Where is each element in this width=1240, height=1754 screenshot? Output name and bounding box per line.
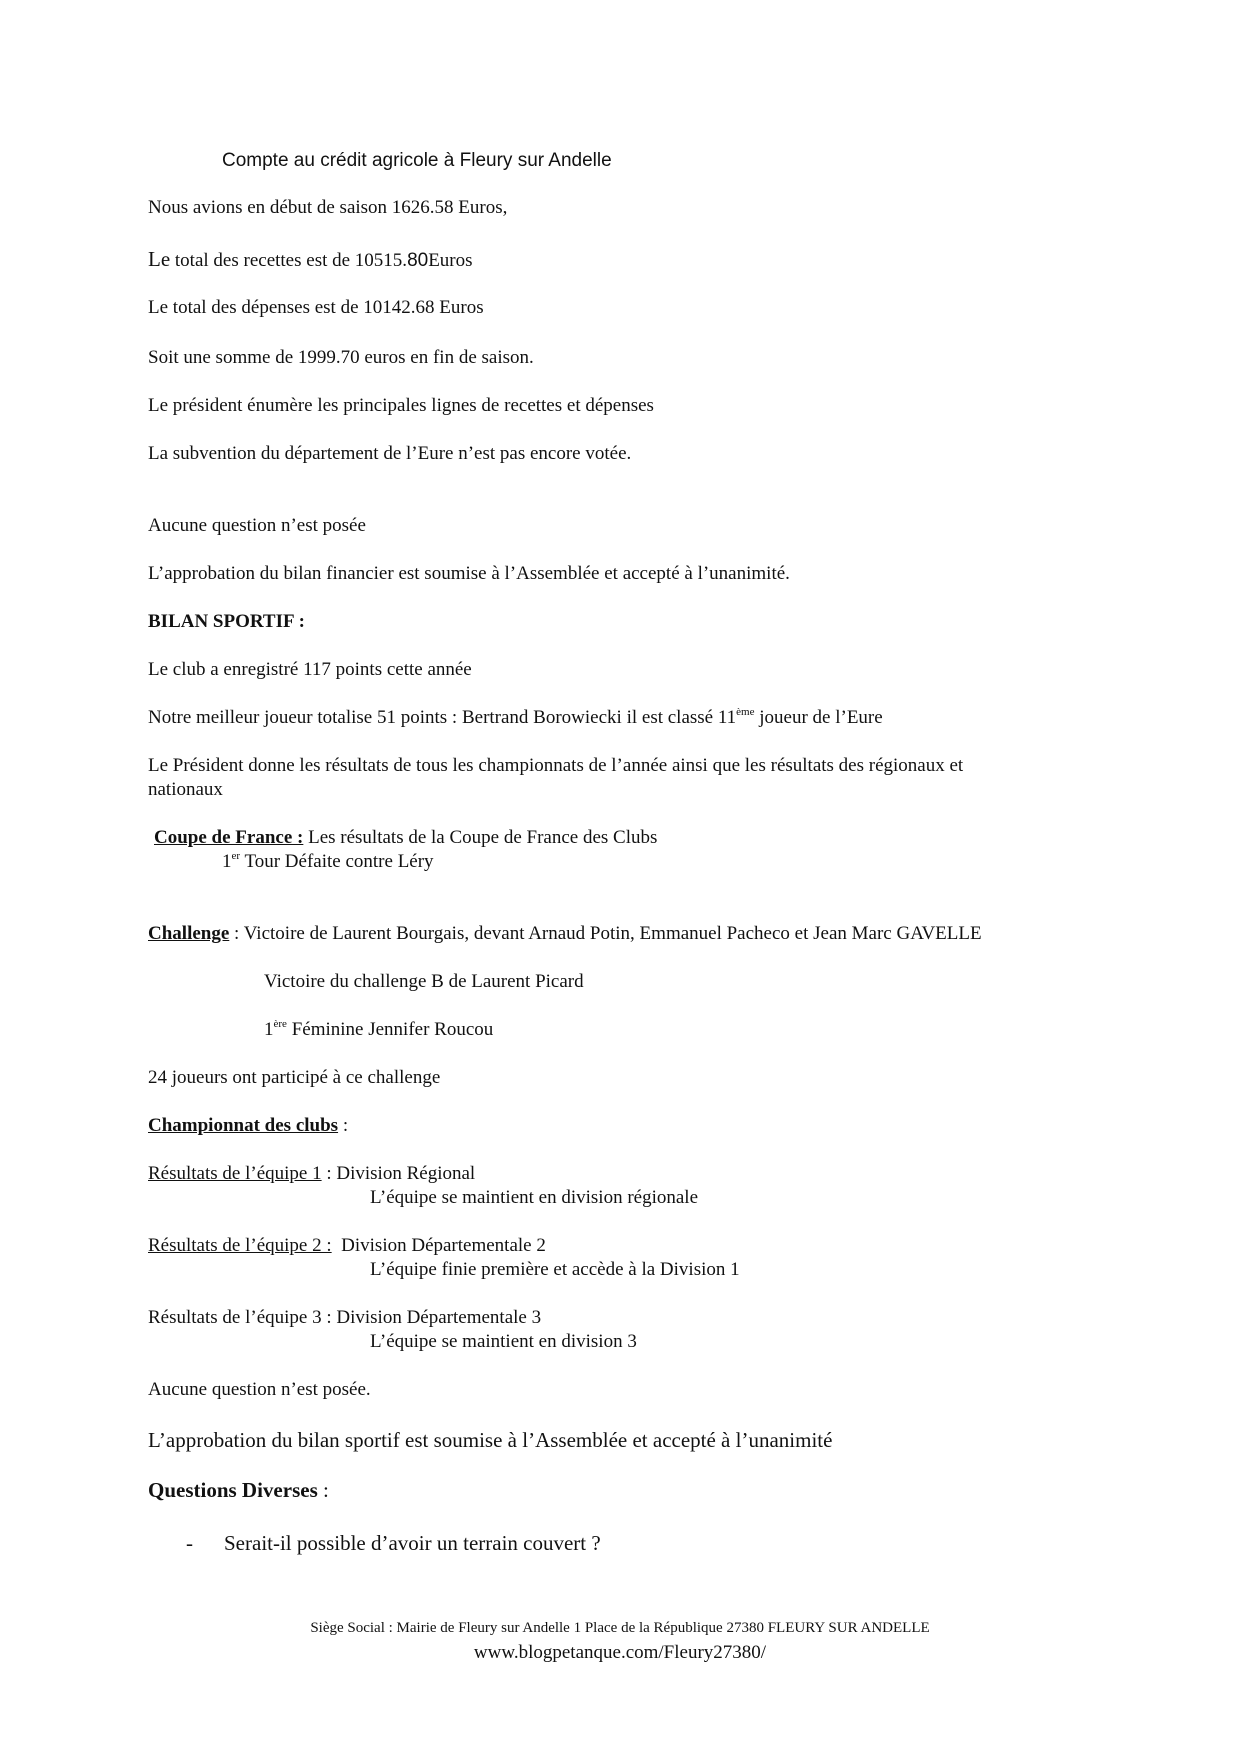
team2-line (148, 1235, 546, 1257)
coupe-text: Les résultats de la Coupe de France des Clubs (303, 827, 658, 848)
best-player-text: Notre meilleur joueur totalise 51 points : Bertrand Borowiecki il est classé 11 (148, 707, 737, 728)
finance-no-question: Aucune question n’est posée (148, 515, 366, 536)
challenge-b: Victoire du challenge B de Laurent Picard (264, 971, 584, 992)
team1-result: L’équipe se maintient en division régionale (370, 1187, 699, 1208)
finance-end-balance: Soit une somme de 1999.70 euros en fin de saison. (148, 347, 534, 368)
questions-heading: Questions Diverses (148, 1478, 318, 1502)
team1-label: Résultats de l’équipe 1 (148, 1163, 322, 1184)
sport-results-line1: Le Président donne les résultats de tous les championnats de l’année ainsi que les résultats des régionaux et (148, 755, 964, 776)
questions-colon: : (317, 1478, 329, 1502)
tour-text: Tour Défaite contre Léry (240, 851, 434, 872)
account-title: Compte au crédit agricole à Fleury sur Andelle (222, 150, 612, 171)
questions-heading-line (148, 1478, 329, 1503)
coupe-label: Coupe de France : (154, 827, 304, 848)
sport-best-player (148, 707, 883, 729)
finance-start-balance: Nous avions en début de saison 1626.58 Euros, (148, 197, 508, 218)
challenge-participants: 24 joueurs ont participé à ce challenge (148, 1067, 441, 1088)
best-player-rank-sup: ème (736, 706, 755, 718)
finance-approval: L’approbation du bilan financier est soumise à l’Assemblée et accepté à l’unanimité. (148, 563, 790, 584)
finance-lines-note: Le président énumère les principales lignes de recettes et dépenses (148, 395, 654, 416)
sport-no-question: Aucune question n’est posée. (148, 1379, 371, 1400)
coupe-tour (222, 851, 434, 873)
team2-result: L’équipe finie première et accède à la Division 1 (370, 1259, 740, 1280)
team3-result: L’équipe se maintient en division 3 (370, 1331, 637, 1352)
finance-receipts-mid: total des recettes est de 10515. (170, 250, 408, 271)
feminine-num: 1 (264, 1019, 274, 1040)
finance-receipts-num: 80 (407, 250, 429, 271)
best-player-tail: joueur de l’Eure (754, 707, 883, 728)
team3-line: Résultats de l’équipe 3 : Division Départementale 3 (148, 1307, 542, 1328)
challenge-text: : Victoire de Laurent Bourgais, devant Arnaud Potin, Emmanuel Pacheco et Jean Marc GAVELLE (229, 923, 982, 944)
feminine-sup: ère (273, 1018, 287, 1030)
question-dash: - (186, 1531, 193, 1555)
footer-url: www.blogpetanque.com/Fleury27380/ (473, 1642, 767, 1663)
sport-points: Le club a enregistré 117 points cette année (148, 659, 472, 680)
challenge-feminine (264, 1019, 493, 1041)
team1-line (148, 1163, 475, 1185)
team1-text: : Division Régional (321, 1163, 476, 1184)
finance-receipts-suffix: Euros (428, 250, 473, 271)
question-item-1: Serait-il possible d’avoir un terrain couvert ? (224, 1531, 601, 1555)
finance-total-expenses: Le total des dépenses est de 10142.68 Euros (148, 297, 484, 318)
sport-approval: L’approbation du bilan sportif est soumise à l’Assemblée et accepté à l’unanimité (148, 1428, 833, 1452)
team2-text: Division Départementale 2 (331, 1235, 546, 1256)
finance-total-receipts (148, 247, 473, 272)
sport-heading: BILAN SPORTIF : (148, 611, 305, 632)
clubs-heading (148, 1115, 348, 1137)
clubs-colon: : (338, 1115, 349, 1136)
challenge-label: Challenge (148, 923, 230, 944)
tour-sup: er (231, 850, 241, 862)
clubs-label: Championnat des clubs (148, 1115, 339, 1136)
finance-subsidy-note: La subvention du département de l’Eure n’est pas encore votée. (148, 443, 632, 464)
finance-receipts-prefix: Le (148, 247, 171, 271)
sport-results-line2: nationaux (148, 779, 223, 800)
challenge-line (148, 923, 982, 945)
tour-num: 1 (222, 851, 232, 872)
team2-label: Résultats de l’équipe 2 : (148, 1235, 332, 1256)
feminine-text: Féminine Jennifer Roucou (286, 1019, 494, 1040)
footer-address: Siège Social : Mairie de Fleury sur Andelle 1 Place de la République 27380 FLEURY SUR ANDELLE (310, 1620, 930, 1636)
coupe-line (154, 827, 657, 849)
